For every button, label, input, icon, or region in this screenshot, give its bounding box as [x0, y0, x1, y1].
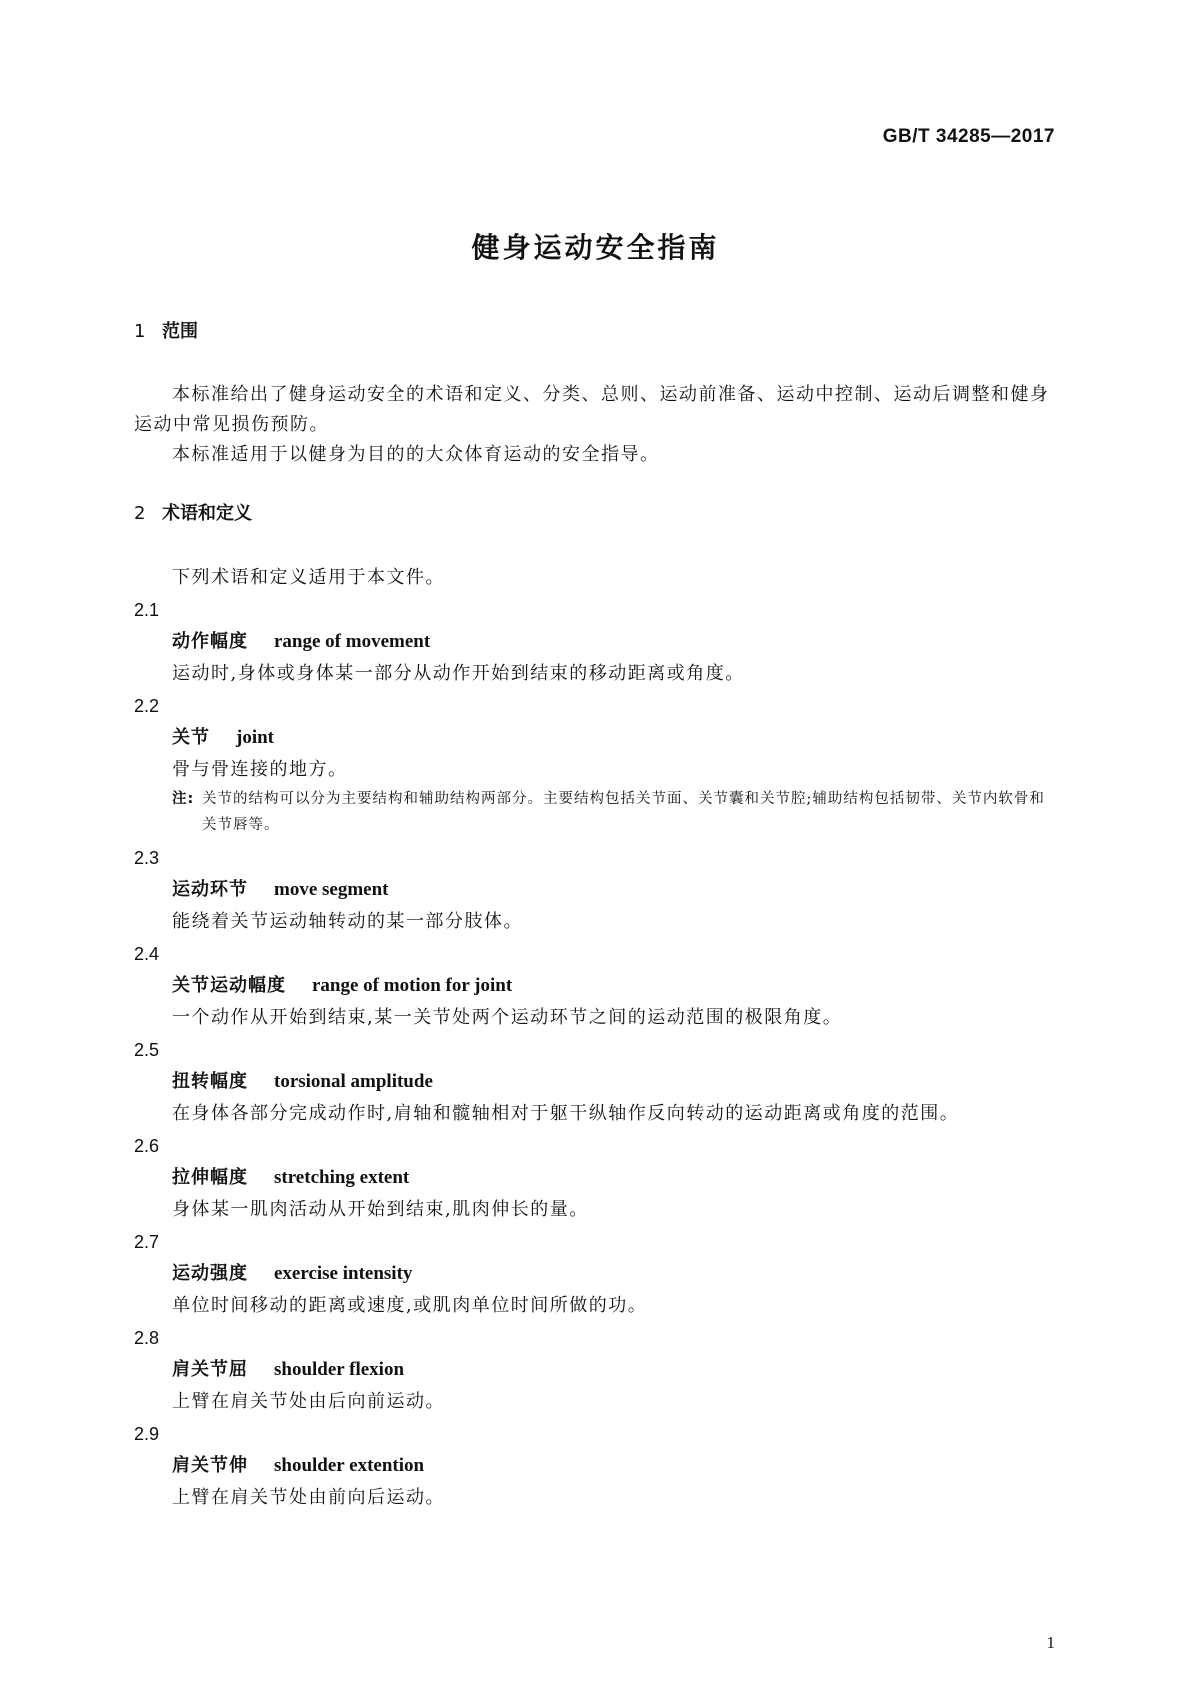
document-body — [134, 320, 1056, 1514]
term-entry — [134, 874, 1056, 906]
section-intro: 下列术语和定义适用于本文件。 — [172, 567, 445, 588]
term-chinese: 动作幅度 — [172, 631, 248, 652]
term-note — [134, 786, 1056, 838]
term-definition: 一个动作从开始到结束,某一关节处两个运动环节之间的运动范围的极限角度。 — [172, 1007, 843, 1028]
term-definition: 单位时间移动的距离或速度,或肌肉单位时间所做的功。 — [172, 1295, 648, 1316]
term-definition: 运动时,身体或身体某一部分从动作开始到结束的移动距离或角度。 — [172, 663, 745, 684]
term-entry — [134, 1450, 1056, 1482]
term-chinese: 肩关节伸 — [172, 1455, 248, 1476]
section-heading-terms — [134, 502, 1056, 526]
term-english: joint — [236, 727, 274, 748]
term-chinese: 运动环节 — [172, 879, 248, 900]
term-english: move segment — [274, 879, 389, 900]
term-entry — [134, 1162, 1056, 1194]
term-definition: 在身体各部分完成动作时,肩轴和髋轴相对于躯干纵轴作反向转动的运动距离或角度的范围。 — [172, 1103, 960, 1124]
term-definition: 上臂在肩关节处由后向前运动。 — [172, 1391, 445, 1412]
term-chinese: 运动强度 — [172, 1263, 248, 1284]
term-definition: 上臂在肩关节处由前向后运动。 — [172, 1487, 445, 1508]
term-number: 2.2 — [134, 696, 160, 716]
term-entry — [134, 1258, 1056, 1290]
section-title: 术语和定义 — [162, 503, 252, 524]
page-number: 1 — [1046, 1633, 1055, 1652]
term-number: 2.6 — [134, 1136, 160, 1156]
term-chinese: 拉伸幅度 — [172, 1167, 248, 1188]
section-title: 范围 — [162, 321, 198, 342]
paragraph: 本标准给出了健身运动安全的术语和定义、分类、总则、运动前准备、运动中控制、运动后调整和健身运动中常见损伤预防。 — [134, 384, 1050, 435]
note-label: 注: — [172, 791, 195, 807]
section-number: 1 — [134, 321, 146, 342]
term-english: torsional amplitude — [274, 1071, 433, 1092]
section-heading-scope — [134, 320, 1056, 344]
term-entry — [134, 1354, 1056, 1386]
paragraph: 本标准适用于以健身为目的的大众体育运动的安全指导。 — [172, 444, 660, 465]
document-title: 健身运动安全指南 — [471, 231, 720, 264]
term-english: exercise intensity — [274, 1263, 413, 1284]
term-entry — [134, 626, 1056, 658]
standard-code: GB/T 34285—2017 — [882, 126, 1055, 147]
term-entry — [134, 722, 1056, 754]
section-number: 2 — [134, 503, 146, 524]
term-number: 2.3 — [134, 848, 160, 868]
term-number: 2.9 — [134, 1424, 160, 1444]
term-number: 2.7 — [134, 1232, 160, 1252]
term-chinese: 关节运动幅度 — [172, 975, 286, 996]
term-definition: 能绕着关节运动轴转动的某一部分肢体。 — [172, 911, 523, 932]
term-number: 2.8 — [134, 1328, 160, 1348]
term-entry — [134, 970, 1056, 1002]
term-english: stretching extent — [274, 1167, 410, 1188]
term-english: shoulder extention — [274, 1455, 425, 1476]
term-number: 2.5 — [134, 1040, 160, 1060]
term-english: shoulder flexion — [274, 1359, 405, 1380]
term-chinese: 扭转幅度 — [172, 1071, 248, 1092]
term-definition: 骨与骨连接的地方。 — [172, 759, 348, 780]
term-number: 2.4 — [134, 944, 160, 964]
term-number: 2.1 — [134, 600, 160, 620]
term-chinese: 肩关节屈 — [172, 1359, 248, 1380]
term-definition: 身体某一肌肉活动从开始到结束,肌肉伸长的量。 — [172, 1199, 589, 1220]
term-english: range of movement — [274, 631, 431, 652]
term-chinese: 关节 — [172, 727, 210, 748]
term-entry — [134, 1066, 1056, 1098]
term-english: range of motion for joint — [312, 975, 513, 996]
note-text: 关节的结构可以分为主要结构和辅助结构两部分。主要结构包括关节面、关节囊和关节腔;辅助结构包括韧带、关节内软骨和关节唇等。 — [202, 791, 1045, 833]
